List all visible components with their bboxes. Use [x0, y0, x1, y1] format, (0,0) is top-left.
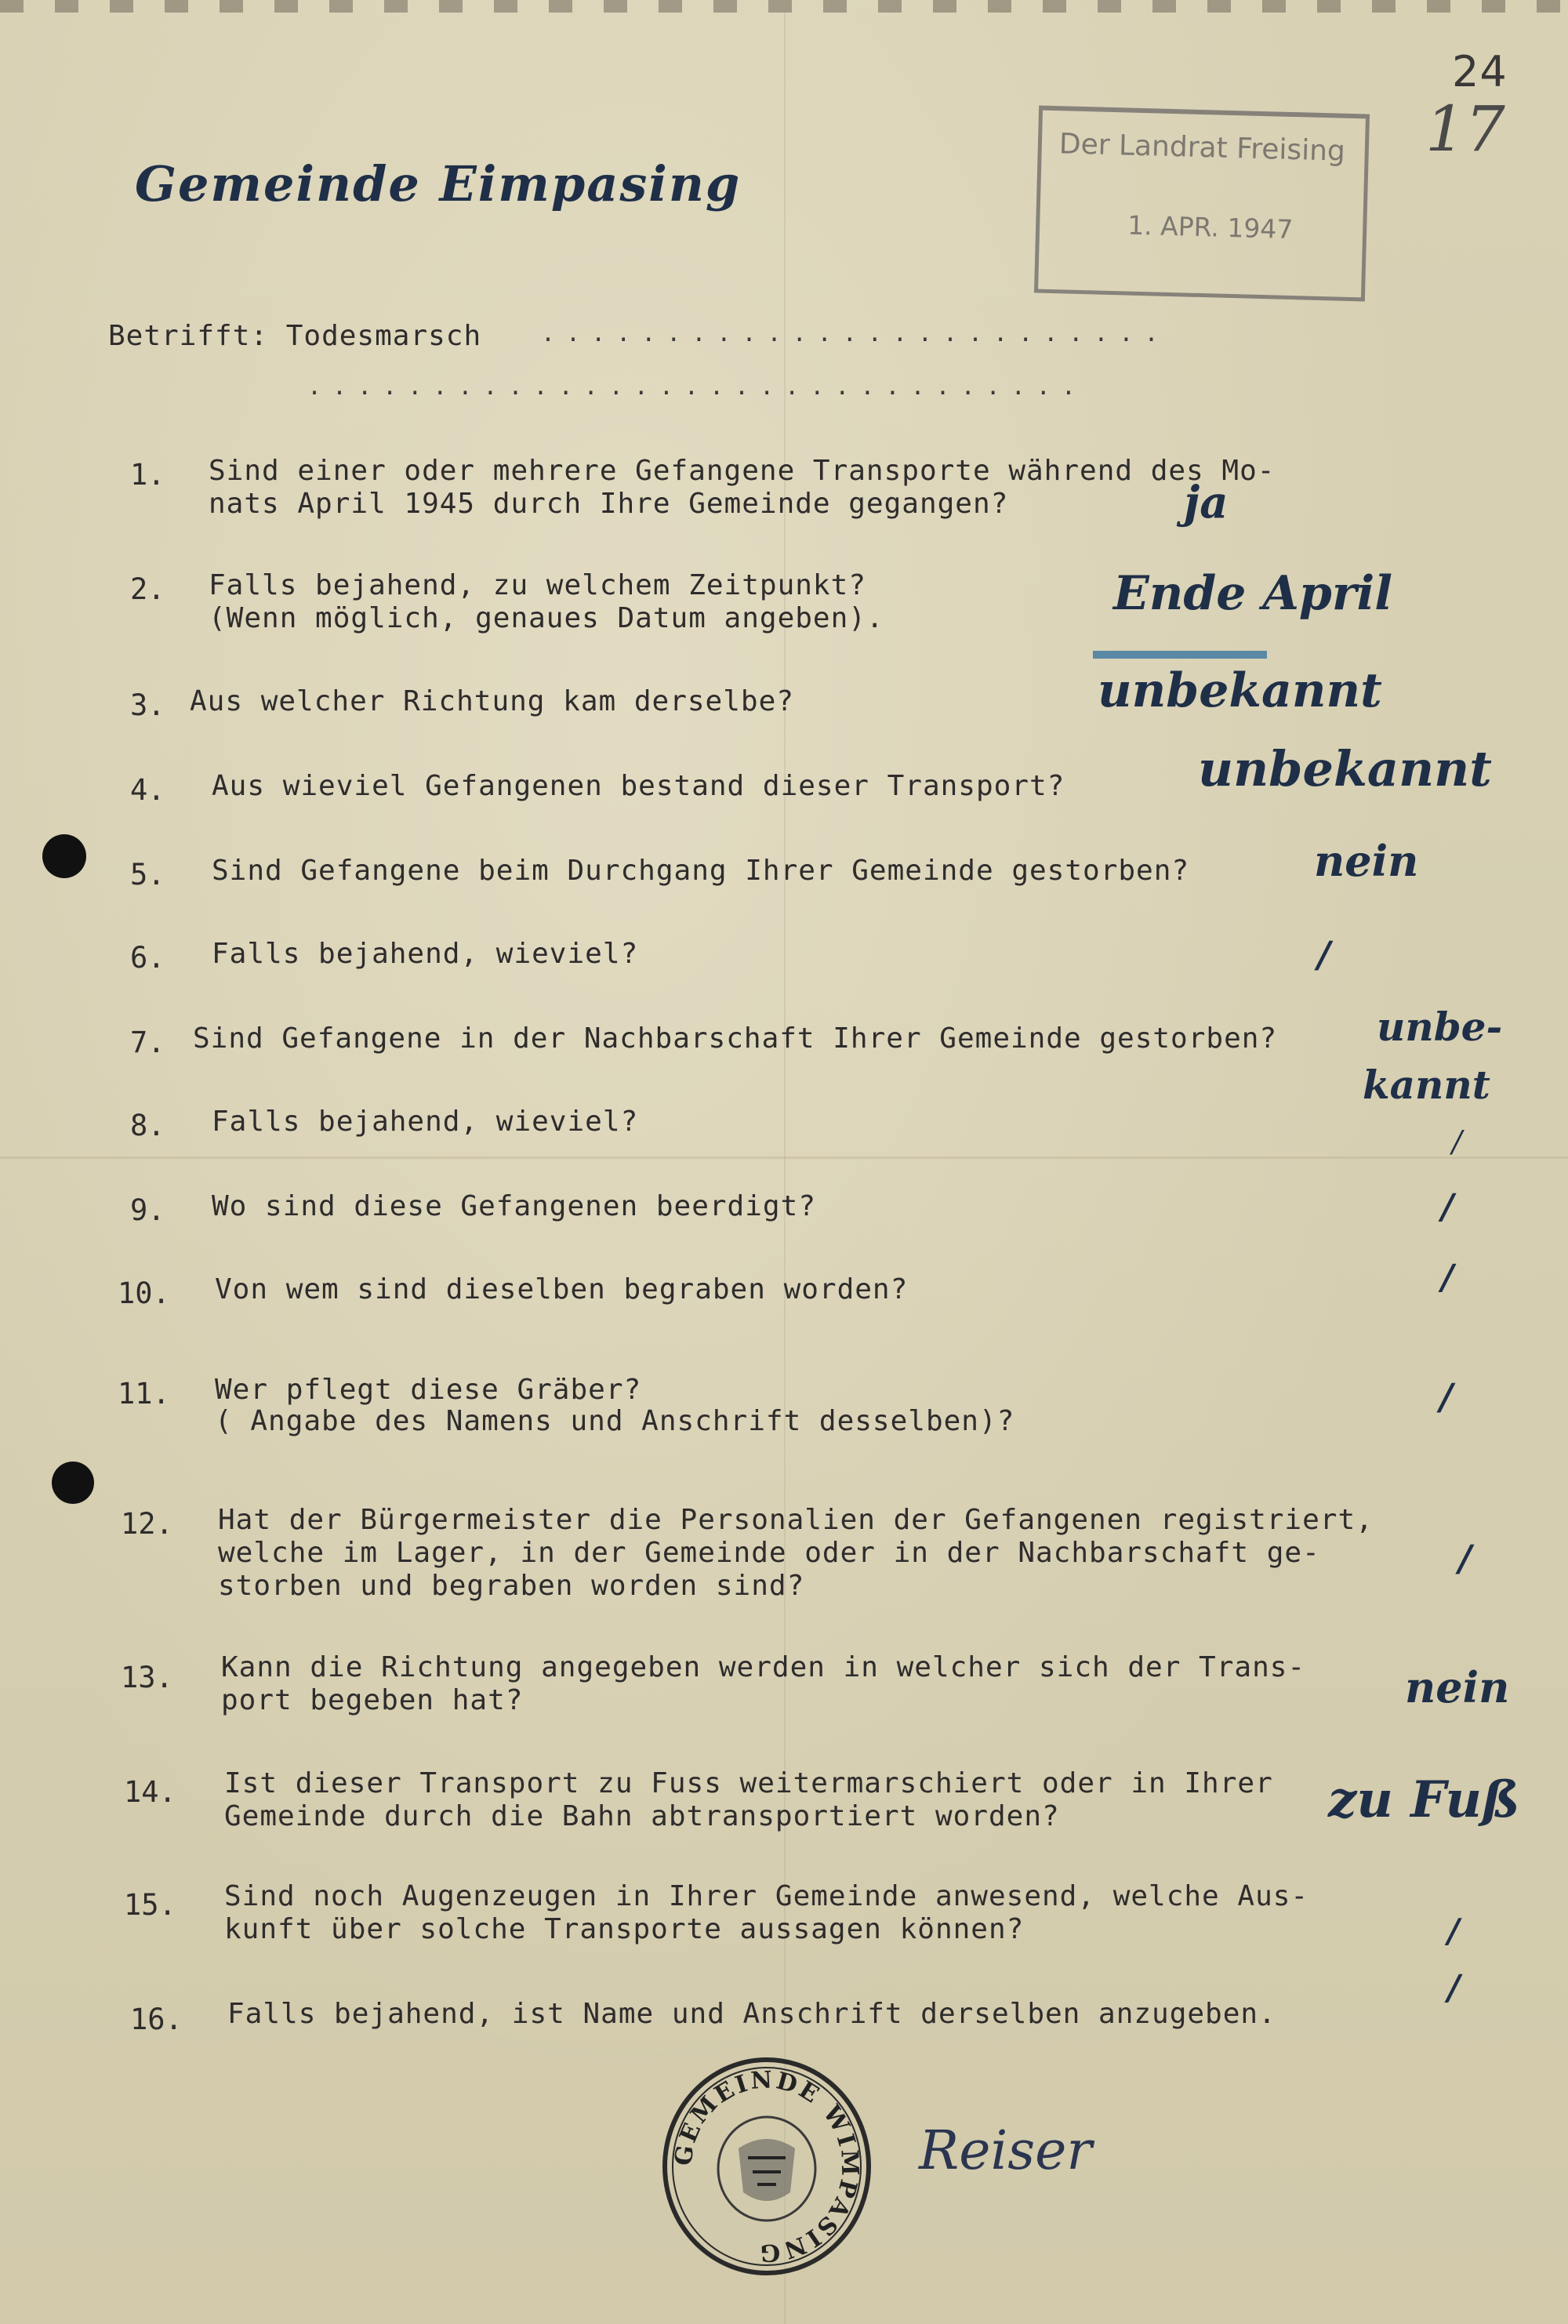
question-text: nats April 1945 durch Ihre Gemeinde gegangen?: [209, 488, 1009, 520]
question-number: 11.: [118, 1377, 170, 1411]
question-text: (Wenn möglich, genaues Datum angeben).: [209, 602, 884, 634]
answer-handwritten: /: [1452, 1124, 1462, 1159]
answer-handwritten: /: [1439, 1375, 1453, 1418]
question-number: 12.: [121, 1507, 173, 1541]
question-number: 10.: [118, 1276, 170, 1310]
question-number: 4.: [130, 773, 165, 807]
question-text: Sind einer oder mehrere Gefangene Transporte während des Mo-: [209, 455, 1276, 487]
stamp-date: 1. APR. 1947: [1127, 209, 1294, 245]
answer-handwritten: nein: [1314, 836, 1419, 886]
subject-dotted-line: .........................: [541, 320, 1170, 347]
question-number: 9.: [130, 1193, 165, 1227]
question-number: 3.: [130, 688, 165, 722]
heading-handwritten: Gemeinde Eimpasing: [135, 155, 742, 212]
question-text: Gemeinde durch die Bahn abtransportiert worden?: [224, 1800, 1060, 1832]
question-number: 8.: [130, 1109, 165, 1142]
question-number: 6.: [130, 941, 165, 975]
question-text: Sind Gefangene beim Durchgang Ihrer Gemeinde gestorben?: [212, 855, 1190, 887]
answer-handwritten: /: [1447, 1968, 1461, 2008]
subject-dotted-line-2: ...............................: [307, 373, 1087, 401]
question-text: Wo sind diese Gefangenen beerdigt?: [212, 1190, 816, 1222]
stamp-office: Der Landrat Freising: [1058, 128, 1346, 168]
page-number-handwritten: 17: [1425, 93, 1505, 165]
answer-handwritten: /: [1458, 1537, 1472, 1579]
answer-handwritten-continued: kannt: [1363, 1062, 1490, 1108]
question-text: port begeben hat?: [221, 1684, 524, 1716]
svg-text:GEMEINDE WIMPASING: GEMEINDE WIMPASING: [670, 2066, 864, 2267]
answer-handwritten: unbe-: [1377, 1004, 1503, 1050]
page-number: 24: [1452, 47, 1508, 96]
question-number: 5.: [130, 858, 165, 891]
question-text: Sind Gefangene in der Nachbarschaft Ihrer Gemeinde gestorben?: [193, 1022, 1278, 1055]
question-number: 15.: [124, 1888, 176, 1922]
answer-handwritten: /: [1441, 1187, 1454, 1227]
answer-handwritten: /: [1441, 1258, 1454, 1298]
fold-line-vertical: [784, 0, 786, 2324]
signature: Reiser: [919, 2120, 1092, 2182]
question-text: storben und begraben worden sind?: [218, 1570, 805, 1602]
answer-handwritten: zu Fuß: [1328, 1770, 1520, 1829]
question-text: Aus wieviel Gefangenen bestand dieser Transport?: [212, 770, 1065, 802]
answer-handwritten: unbekannt: [1198, 740, 1492, 797]
question-text: Falls bejahend, ist Name und Anschrift derselben anzugeben.: [227, 1998, 1276, 2030]
question-text: Ist dieser Transport zu Fuss weitermarschiert oder in Ihrer: [224, 1767, 1273, 1799]
municipal-seal: [660, 2054, 873, 2279]
question-number: 16.: [130, 2003, 183, 2036]
received-stamp: [1034, 106, 1370, 302]
question-text: Sind noch Augenzeugen in Ihrer Gemeinde anwesend, welche Aus-: [224, 1880, 1309, 1912]
question-text: Aus welcher Richtung kam derselbe?: [190, 685, 794, 717]
question-text: welche im Lager, in der Gemeinde oder in der Nachbarschaft ge-: [218, 1537, 1320, 1569]
question-number: 13.: [121, 1661, 173, 1694]
answer-handwritten: ja: [1184, 477, 1229, 528]
answer-handwritten: Ende April: [1113, 566, 1393, 621]
question-text: Wer pflegt diese Gräber?: [215, 1374, 642, 1406]
question-text: Kann die Richtung angegeben werden in welcher sich der Trans-: [221, 1651, 1306, 1683]
punch-hole: [42, 834, 86, 878]
question-number: 14.: [124, 1775, 176, 1809]
question-number: 7.: [130, 1026, 165, 1059]
question-number: 1.: [130, 458, 165, 492]
answer-handwritten: unbekannt: [1098, 663, 1382, 718]
answer-handwritten: /: [1317, 933, 1330, 975]
question-text: Falls bejahend, wieviel?: [212, 938, 639, 970]
punch-hole: [52, 1462, 94, 1504]
question-text: Hat der Bürgermeister die Personalien der Gefangenen registriert,: [218, 1504, 1374, 1536]
question-text: Von wem sind dieselben begraben worden?: [215, 1273, 909, 1305]
question-text: kunft über solche Transporte aussagen können?: [224, 1913, 1025, 1945]
question-number: 2.: [130, 572, 165, 606]
answer-handwritten: /: [1447, 1912, 1460, 1950]
highlight-mark: [1093, 651, 1267, 659]
question-text: ( Angabe des Namens und Anschrift desselben)?: [215, 1405, 1015, 1437]
question-text: Falls bejahend, wieviel?: [212, 1106, 639, 1138]
question-text: Falls bejahend, zu welchem Zeitpunkt?: [209, 569, 866, 601]
answer-handwritten: nein: [1405, 1662, 1510, 1712]
subject-line: Betrifft: Todesmarsch: [108, 320, 482, 352]
